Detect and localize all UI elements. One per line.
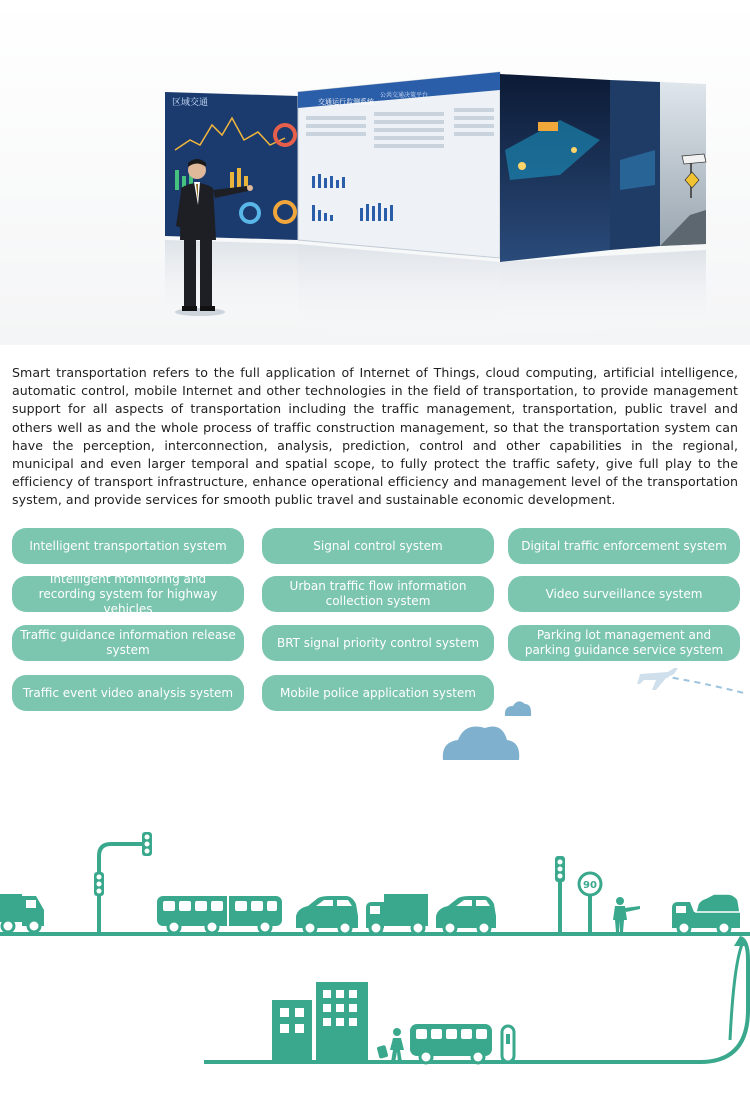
bus-stop-icon <box>502 1026 514 1062</box>
car-icon <box>296 896 358 934</box>
pill-brt-priority: BRT signal priority control system <box>262 625 494 661</box>
intro-paragraph: Smart transportation refers to the full application of Internet of Things, cloud computing, artificial intelligence, automatic control, mobile Internet and other technologies in the field of transportation, to provide management support for all aspects of transportation including the traffic management, transportation, public travel and others well as and the whole process of traffic construction management, so that the transportation system can have the perception, interconnection, analysis, prediction, control and other capabilities in the regional, municipal and even larger temporal and spatial scope, to fully protect the traffic safety, give full play to the efficiency of transport infrastructure, enhance operational efficiency and management level of the transportation system, and provide services for smooth public travel and sustainable economic development. <box>12 365 738 508</box>
screen-subtitle-center: 公共交通决策平台 <box>380 92 429 99</box>
skyline-screen <box>610 80 660 250</box>
traveler-icon <box>377 1028 404 1062</box>
tow-truck-icon <box>672 894 740 934</box>
pill-mobile-police: Mobile police application system <box>262 675 494 711</box>
speed-limit-sign-icon <box>579 873 601 932</box>
screen-title-center: 交通运行监测系统 <box>318 98 374 106</box>
dashboard-screen-center <box>298 72 500 258</box>
road-sign-screen <box>660 82 706 246</box>
traffic-police-icon <box>613 897 640 932</box>
airplane-icon <box>637 668 748 694</box>
car-icon <box>436 896 496 934</box>
traffic-light-icon <box>94 832 152 932</box>
truck-icon <box>366 894 428 934</box>
speed-limit-value: 90 <box>583 880 597 891</box>
pill-parking-guidance: Parking lot management and parking guidance service system <box>508 625 740 661</box>
pill-traffic-guidance: Traffic guidance information release system <box>12 625 244 661</box>
bus-icon <box>157 896 282 933</box>
pill-event-video-analysis: Traffic event video analysis system <box>12 675 244 711</box>
pill-digital-enforcement: Digital traffic enforcement system <box>508 528 740 564</box>
cloud-icon <box>443 701 531 760</box>
city-night-screen <box>500 74 610 262</box>
screen-title-left: 区域交通 <box>172 98 209 108</box>
pill-flow-collection: Urban traffic flow information collection system <box>262 576 494 612</box>
mixer-truck-icon <box>0 894 44 932</box>
pill-intelligent-transportation: Intelligent transportation system <box>12 528 244 564</box>
city-bus-icon <box>410 1024 492 1063</box>
traffic-light-icon <box>555 856 565 932</box>
pill-highway-monitoring: Intelligent monitoring and recording system for highway vehicles <box>12 576 244 612</box>
traffic-illustration <box>0 660 750 1095</box>
hero-image <box>0 0 750 345</box>
building-icon <box>272 982 368 1062</box>
pill-signal-control: Signal control system <box>262 528 494 564</box>
pill-video-surveillance: Video surveillance system <box>508 576 740 612</box>
